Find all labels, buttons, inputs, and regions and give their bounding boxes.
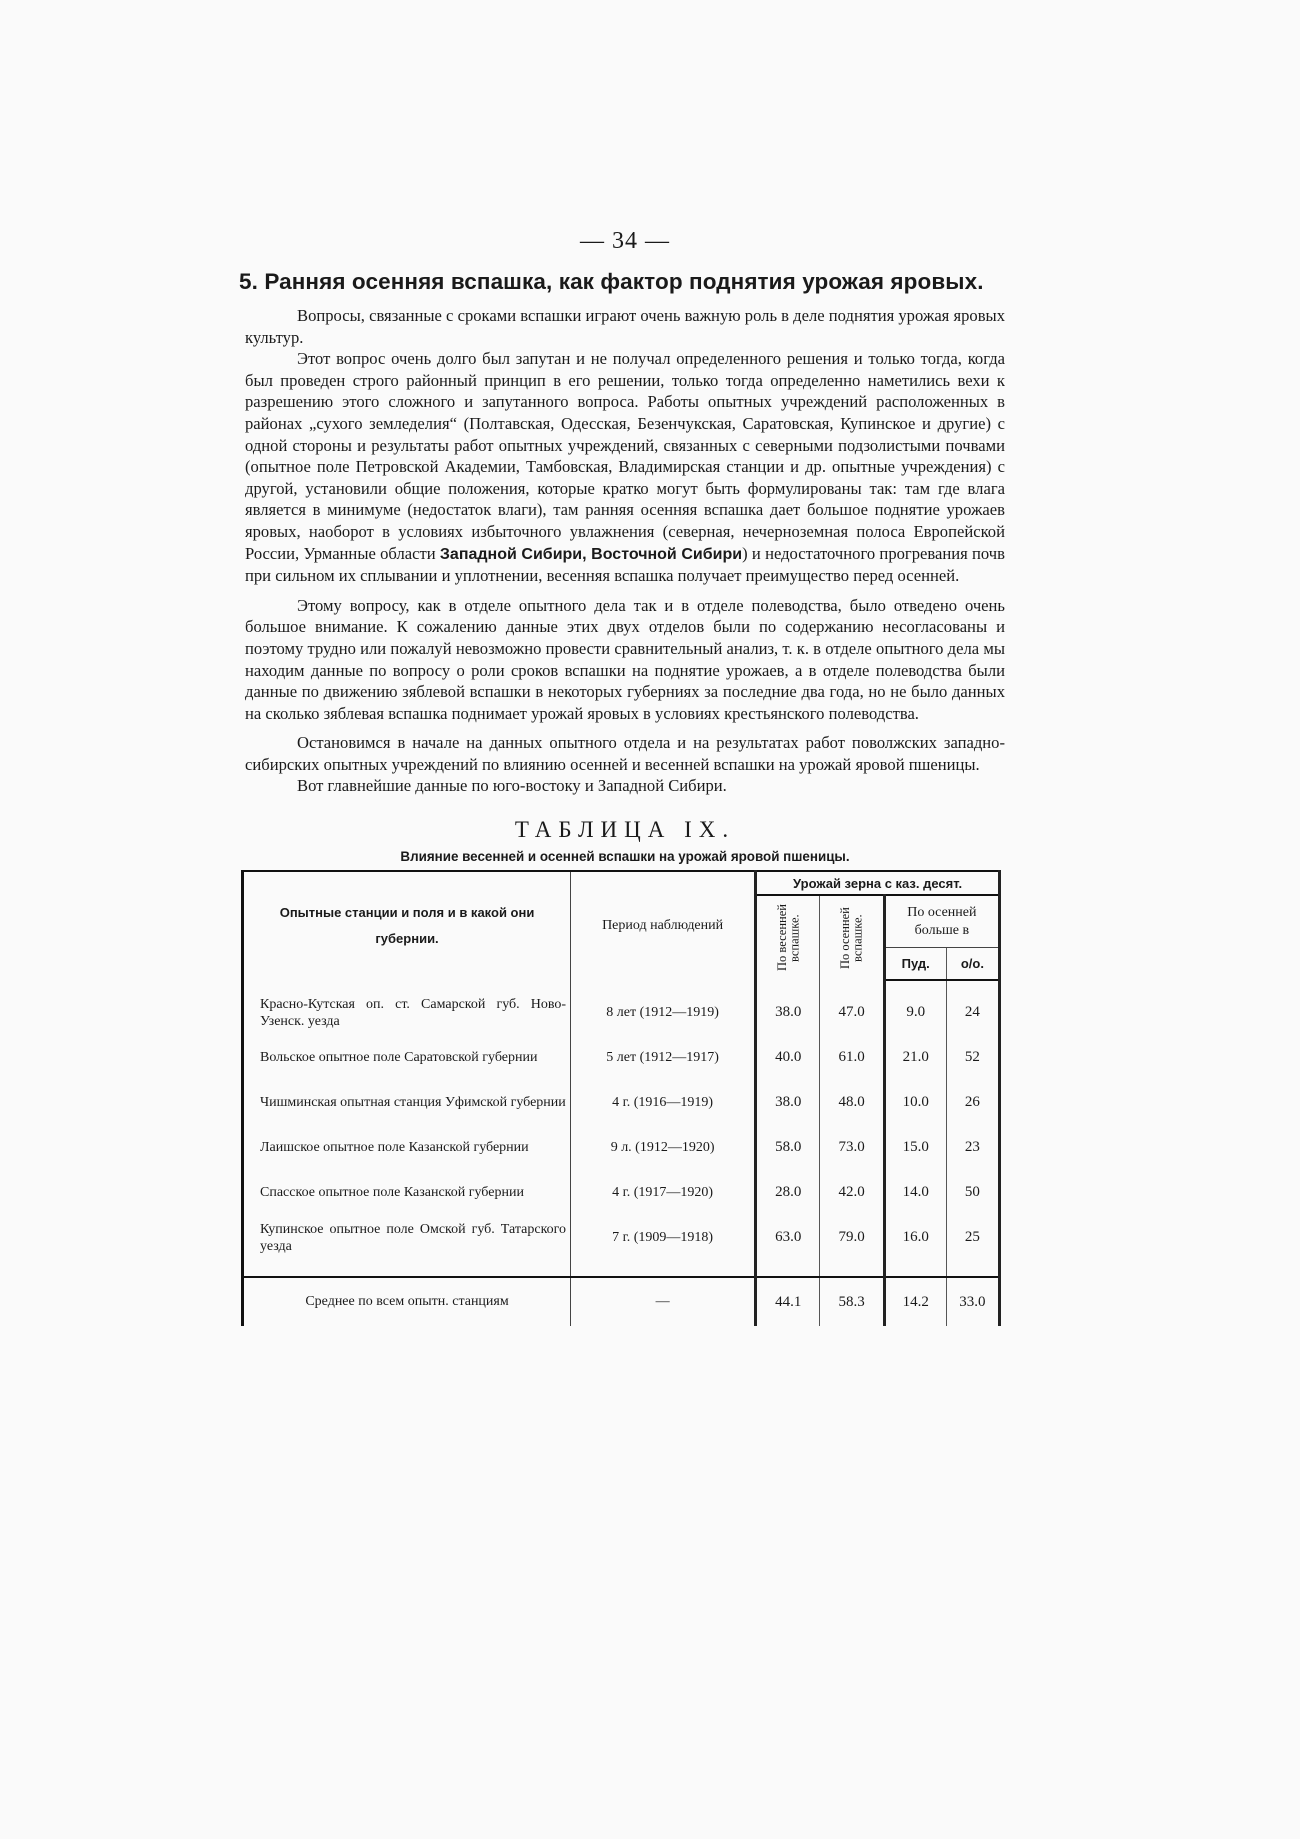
header-autumn: По осенней вспашке. xyxy=(838,907,865,969)
header-spring-cell xyxy=(756,895,820,980)
row-period: 4 г. (1916—1919) xyxy=(571,1080,756,1125)
header-station: Опытные станции и поля и в какой они губернии. xyxy=(243,871,571,980)
row-pct: 24 xyxy=(946,990,999,1035)
row-autumn: 47.0 xyxy=(820,990,884,1035)
row-pud: 10.0 xyxy=(884,1080,946,1125)
header-period: Период наблюдений xyxy=(571,871,756,980)
paragraph-3: Этому вопросу, как в отделе опытного дела так и в отделе полеводства, было отведено очень большое внимание. К сожалению данные этих двух отделов были по содержанию несогласованы и поэтому трудно или пожалуй невозможно провести сравнительный анализ, т. к. в отделе опытного дела мы находим данные по вопросу о роли сроков вспашки на поднятие урожаев, а в отделе полеводства были данные по движению зяблевой вспашки в некоторых губерниях за последние два года, но не было данных на сколько зяблевая вспашка поднимает урожай яровых в условиях крестьянского полеводства. xyxy=(245,595,1005,723)
average-pct: 33.0 xyxy=(946,1277,999,1326)
row-station: Вольское опытное поле Саратовской губернии xyxy=(243,1035,571,1080)
row-station: Красно-Кутская оп. ст. Самарской губ. Ново-Узенск. уезда xyxy=(243,990,571,1035)
paragraph-2-text-a: Этот вопрос очень долго был запутан и не получал определенного решения и только тогда, когда был проведен строго районный принцип в его решении, только тогда определенно наметились вехи к разрешению этого сложного и запутанного вопроса. Работы опытных учреждений расположенных в районах „сухого земледелия“ (Полтавская, Одесская, Безенчукская, Саратовская, Купинское и другие) с одной стороны и результаты работ опытных учреждений, связанных с северными подзолистыми почвами (опытное поле Петровской Академии, Тамбовская, Владимирская станции и др. опытные учреждения) с другой, установили общие положения, которые кратко могут быть формулированы так: там где влага является в минимуме (недостаток влаги), там ранняя осенняя вспашка дает большое поднятие урожаев яровых, наоборот в условиях избыточного увлажнения (северная, нечерноземная полоса Европейской России, Урманные области xyxy=(245,349,1005,563)
paragraph-4: Остановимся в начале на данных опытного отдела и на результатах работ поволжских западно-сибирских опытных учреждений по влиянию осенней и весенней вспашки на урожай яровой пшеницы. xyxy=(245,733,1005,774)
row-station: Лаишское опытное поле Казанской губернии xyxy=(243,1125,571,1170)
table-row xyxy=(243,1125,1000,1170)
row-pud: 16.0 xyxy=(884,1215,946,1260)
header-pud: Пуд. xyxy=(884,948,946,980)
header-pct: о/о. xyxy=(946,948,999,980)
row-station: Купинское опытное поле Омской губ. Татарского уезда xyxy=(243,1215,571,1260)
paragraph-2-bold: Западной Сибири, Восточной Сибири xyxy=(439,545,743,563)
paragraph-2-text-b: ) и недостаточного прогревания почв при сильном их сплывании и уплотнении, весенняя вспашка получает преимущество перед осенней. xyxy=(245,543,1005,586)
row-pct: 26 xyxy=(946,1080,999,1125)
paragraph-5: Вот главнейшие данные по юго-востоку и Западной Сибири. xyxy=(297,776,727,796)
row-period: 8 лет (1912—1919) xyxy=(571,990,756,1035)
row-pct: 50 xyxy=(946,1170,999,1215)
row-pud: 14.0 xyxy=(884,1170,946,1215)
paragraph-1: Вопросы, связанные с сроками вспашки играют очень важную роль в деле поднятия урожая яровых культур. xyxy=(245,306,1005,347)
average-period: — xyxy=(571,1277,756,1326)
row-spring: 40.0 xyxy=(756,1035,820,1080)
table-row xyxy=(243,1035,1000,1080)
row-autumn: 73.0 xyxy=(820,1125,884,1170)
paragraph-2 xyxy=(245,348,1005,587)
row-spring: 63.0 xyxy=(756,1215,820,1260)
row-period: 4 г. (1917—1920) xyxy=(571,1170,756,1215)
table-heading: ТАБЛИЦА IX. xyxy=(514,817,736,843)
row-spring: 38.0 xyxy=(756,1080,820,1125)
table-row xyxy=(243,990,1000,1035)
header-yield-group: Урожай зерна с каз. десят. xyxy=(756,871,1000,895)
row-spring: 28.0 xyxy=(756,1170,820,1215)
yield-table xyxy=(241,870,1001,1326)
row-pct: 25 xyxy=(946,1215,999,1260)
average-autumn: 58.3 xyxy=(820,1277,884,1326)
table-caption: Влияние весенней и осенней вспашки на урожай яровой пшеницы. xyxy=(400,849,850,865)
row-station: Чишминская опытная станция Уфимской губернии xyxy=(243,1080,571,1125)
row-spring: 38.0 xyxy=(756,990,820,1035)
average-spring: 44.1 xyxy=(756,1277,820,1326)
row-autumn: 42.0 xyxy=(820,1170,884,1215)
page-number: — 34 — xyxy=(580,228,670,254)
header-spring: По весенней вспашке. xyxy=(774,904,802,972)
row-station: Спасское опытное поле Казанской губернии xyxy=(243,1170,571,1215)
table-row xyxy=(243,1215,1000,1260)
row-autumn: 79.0 xyxy=(820,1215,884,1260)
header-autumn-more: По осенней больше в xyxy=(884,895,999,948)
row-pct: 23 xyxy=(946,1125,999,1170)
row-period: 9 л. (1912—1920) xyxy=(571,1125,756,1170)
section-title: 5. Ранняя осенняя вспашка, как фактор поднятия урожая яровых. xyxy=(239,269,984,294)
row-pct: 52 xyxy=(946,1035,999,1080)
page xyxy=(239,228,1005,1326)
average-station: Среднее по всем опытн. станциям xyxy=(243,1277,571,1326)
row-pud: 21.0 xyxy=(884,1035,946,1080)
row-spring: 58.0 xyxy=(756,1125,820,1170)
row-pud: 15.0 xyxy=(884,1125,946,1170)
row-period: 7 г. (1909—1918) xyxy=(571,1215,756,1260)
row-period: 5 лет (1912—1917) xyxy=(571,1035,756,1080)
table-row xyxy=(243,1170,1000,1215)
table-row-average xyxy=(243,1277,1000,1326)
table-row xyxy=(243,1080,1000,1125)
average-pud: 14.2 xyxy=(884,1277,946,1326)
row-pud: 9.0 xyxy=(884,990,946,1035)
row-autumn: 48.0 xyxy=(820,1080,884,1125)
row-autumn: 61.0 xyxy=(820,1035,884,1080)
header-autumn-cell xyxy=(820,895,884,980)
